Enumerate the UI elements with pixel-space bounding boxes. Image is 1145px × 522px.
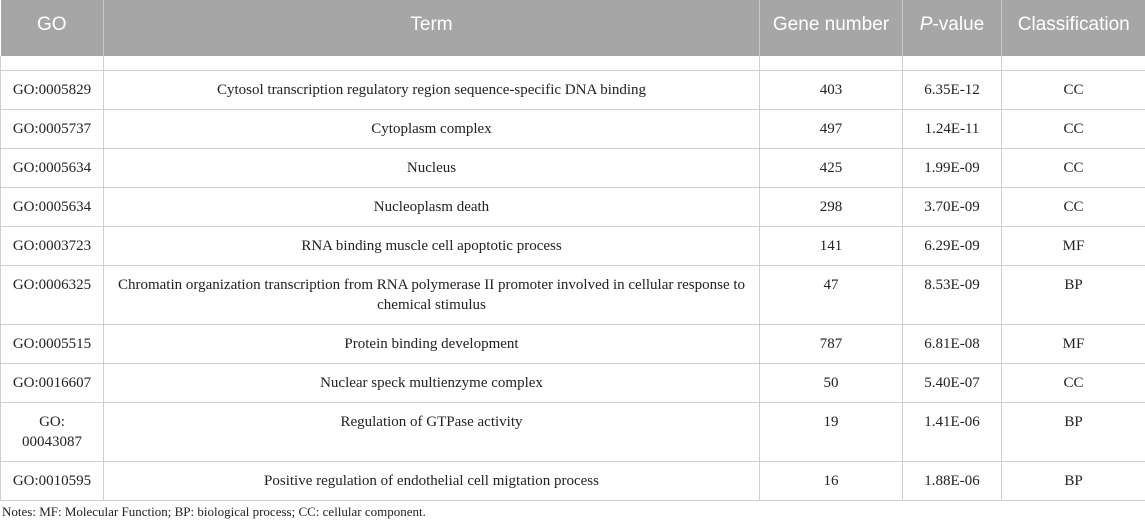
cell-gene-number: 141	[760, 226, 903, 265]
header-pvalue-italic: P	[919, 14, 933, 35]
cell-classification: BP	[1002, 461, 1145, 500]
cell-classification: MF	[1002, 226, 1145, 265]
header-row	[1, 0, 1145, 56]
cell-term: RNA binding muscle cell apoptotic process	[104, 226, 760, 265]
header-pvalue	[903, 0, 1002, 56]
cell-pvalue: 1.88E-06	[903, 461, 1002, 500]
cell-term: Cytoplasm complex	[104, 109, 760, 148]
cell-gene-number: 47	[760, 265, 903, 324]
cell-gene-number: 19	[760, 402, 903, 461]
cell-term: Nucleus	[104, 148, 760, 187]
cell-gene-number: 403	[760, 70, 903, 109]
cell-pvalue: 3.70E-09	[903, 187, 1002, 226]
cell-term: Protein binding development	[104, 324, 760, 363]
cell-go: GO:0005634	[1, 148, 104, 187]
cell-pvalue: 5.40E-07	[903, 363, 1002, 402]
table-row	[1, 226, 1145, 265]
cell-term: Nuclear speck multienzyme complex	[104, 363, 760, 402]
cell-gene-number: 50	[760, 363, 903, 402]
cell-classification: BP	[1002, 402, 1145, 461]
cell-gene-number: 425	[760, 148, 903, 187]
table-row	[1, 109, 1145, 148]
cell-gene-number: 298	[760, 187, 903, 226]
cell-go: GO:0005634	[1, 187, 104, 226]
cell-classification: CC	[1002, 109, 1145, 148]
table-row	[1, 461, 1145, 500]
cell-term: Chromatin organization transcription from RNA polymerase II promoter involved in cellular response to chemical stimulus	[104, 265, 760, 324]
table-row	[1, 402, 1145, 461]
spacer-cell	[760, 56, 903, 70]
cell-go: GO:0010595	[1, 461, 104, 500]
cell-pvalue: 1.24E-11	[903, 109, 1002, 148]
header-term: Term	[104, 0, 760, 56]
cell-go: GO:0005737	[1, 109, 104, 148]
spacer-cell	[1002, 56, 1145, 70]
table-row	[1, 363, 1145, 402]
cell-pvalue: 6.35E-12	[903, 70, 1002, 109]
cell-go: GO:0005829	[1, 70, 104, 109]
table-row	[1, 70, 1145, 109]
cell-classification: CC	[1002, 70, 1145, 109]
cell-term: Regulation of GTPase activity	[104, 402, 760, 461]
header-gene-number	[760, 0, 903, 56]
cell-gene-number: 16	[760, 461, 903, 500]
header-gene-number-text: Gene number	[772, 14, 890, 35]
table-row	[1, 265, 1145, 324]
cell-term: Cytosol transcription regulatory region sequence-specific DNA binding	[104, 70, 760, 109]
cell-term: Nucleoplasm death	[104, 187, 760, 226]
header-spacer	[1, 56, 1145, 70]
cell-pvalue: 8.53E-09	[903, 265, 1002, 324]
spacer-cell	[1, 56, 104, 70]
cell-go: GO:0006325	[1, 265, 104, 324]
cell-gene-number: 787	[760, 324, 903, 363]
cell-classification: MF	[1002, 324, 1145, 363]
cell-pvalue: 1.99E-09	[903, 148, 1002, 187]
header-classification: Classification	[1002, 0, 1145, 56]
header-pvalue-rest: -value	[932, 14, 985, 35]
spacer-cell	[104, 56, 760, 70]
header-go: GO	[1, 0, 104, 56]
table-row	[1, 148, 1145, 187]
table-row	[1, 324, 1145, 363]
cell-classification: CC	[1002, 148, 1145, 187]
spacer-cell	[903, 56, 1002, 70]
table-notes: Notes: MF: Molecular Function; BP: biological process; CC: cellular component.	[2, 504, 426, 519]
cell-go: GO:0016607	[1, 363, 104, 402]
cell-term: Positive regulation of endothelial cell migtation process	[104, 461, 760, 500]
cell-gene-number: 497	[760, 109, 903, 148]
cell-go: GO:0005515	[1, 324, 104, 363]
cell-classification: CC	[1002, 363, 1145, 402]
cell-pvalue: 1.41E-06	[903, 402, 1002, 461]
cell-pvalue: 6.81E-08	[903, 324, 1002, 363]
table-row	[1, 187, 1145, 226]
cell-pvalue: 6.29E-09	[903, 226, 1002, 265]
cell-go: GO:0003723	[1, 226, 104, 265]
cell-go: GO: 00043087	[1, 402, 104, 461]
cell-classification: CC	[1002, 187, 1145, 226]
cell-classification: BP	[1002, 265, 1145, 324]
